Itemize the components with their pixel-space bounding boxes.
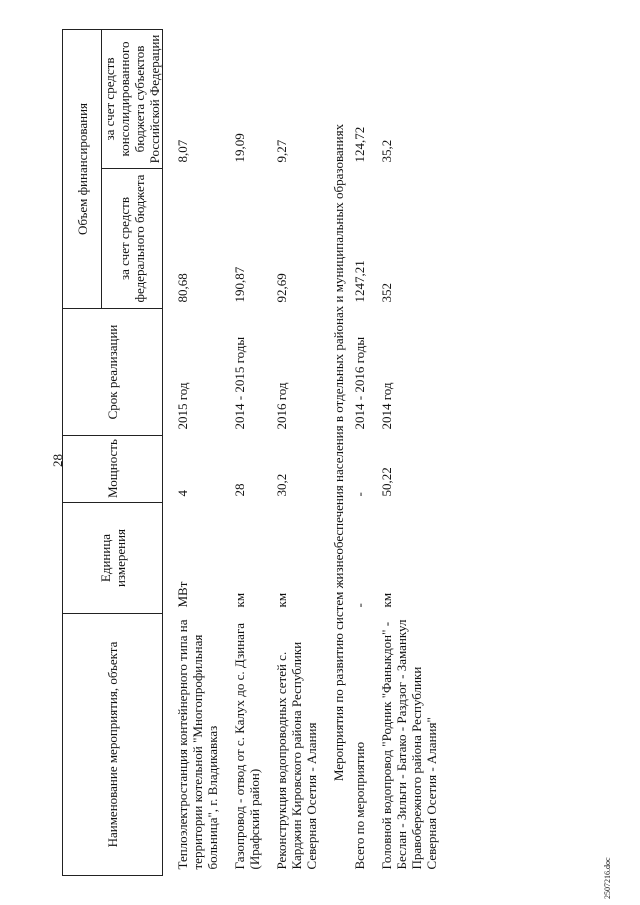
table-row	[163, 29, 221, 875]
cell-period: 2016 год	[274, 382, 289, 430]
cell-unit: -	[352, 603, 367, 608]
header-unit: Единица измерения	[63, 503, 163, 614]
cell-regional: 19,09	[232, 133, 247, 163]
cell-unit: км	[232, 592, 247, 608]
cell-regional: 8,07	[175, 139, 190, 163]
cell-unit: км	[274, 592, 289, 608]
page-number: 28	[50, 454, 65, 467]
cell-capacity: 50,22	[379, 467, 394, 497]
header-capacity: Мощность	[63, 436, 163, 503]
header-federal: за счет средств федерального бюджета	[102, 169, 163, 309]
cell-capacity: 28	[232, 483, 247, 497]
cell-unit: МВт	[175, 581, 190, 608]
table-row	[367, 29, 439, 875]
footer-code: 2507216.doc	[603, 857, 612, 899]
cell-federal: 80,68	[175, 273, 190, 303]
table-row	[352, 29, 367, 875]
cell-name: Реконструкция водопроводных сетей с. Карджин Кировского района Республики Северная Осетия - Алания	[274, 641, 319, 870]
table-row	[262, 29, 319, 875]
cell-federal: 1247,21	[352, 260, 367, 303]
cell-federal: 352	[379, 283, 394, 303]
cell-capacity: -	[352, 492, 367, 497]
header-period: Срок реализации	[63, 309, 163, 436]
cell-regional: 124,72	[352, 126, 367, 163]
cell-unit: км	[379, 592, 394, 608]
cell-federal: 190,87	[232, 266, 247, 303]
cell-capacity: 4	[175, 490, 190, 497]
header-funding: Объем финансирования	[63, 29, 102, 308]
cell-period: 2014 - 2015 годы	[232, 336, 247, 430]
cell-federal: 92,69	[274, 273, 289, 303]
cell-regional: 9,27	[274, 139, 289, 163]
cell-capacity: 30,2	[274, 473, 289, 497]
section-title: Мероприятия по развитию систем жизнеобеспечения населения в отдельных районах и муниципальных образованиях	[331, 123, 346, 782]
cell-period: 2015 год	[175, 382, 190, 430]
cell-regional: 35,2	[379, 139, 394, 163]
header-regional: за счет средств консолидированного бюджета субъектов Российской Федерации	[102, 29, 163, 168]
cell-name: Теплоэлектростанция контейнерного типа на территории котельной "Многопрофильная больница", г. Владикавказ	[175, 619, 220, 870]
cell-name: Головной водопровод "Родник "Фаныкдон" - Беслан - Зильги - Батако - Раздзог - Заманкул Правобережного района Республики Северная Осетия - Алания"	[379, 619, 439, 870]
table-row	[220, 29, 262, 875]
cell-period: 2014 год	[379, 382, 394, 430]
cell-name: Газопровод - отвод от с. Калух до с. Дзинага (Ирафский район)	[232, 622, 262, 870]
section-row	[319, 29, 352, 875]
funding-table	[62, 29, 439, 876]
cell-name: Всего по мероприятию	[352, 741, 367, 870]
cell-period: 2014 - 2016 годы	[352, 336, 367, 430]
header-name: Наименование мероприятия, объекта	[63, 614, 163, 876]
